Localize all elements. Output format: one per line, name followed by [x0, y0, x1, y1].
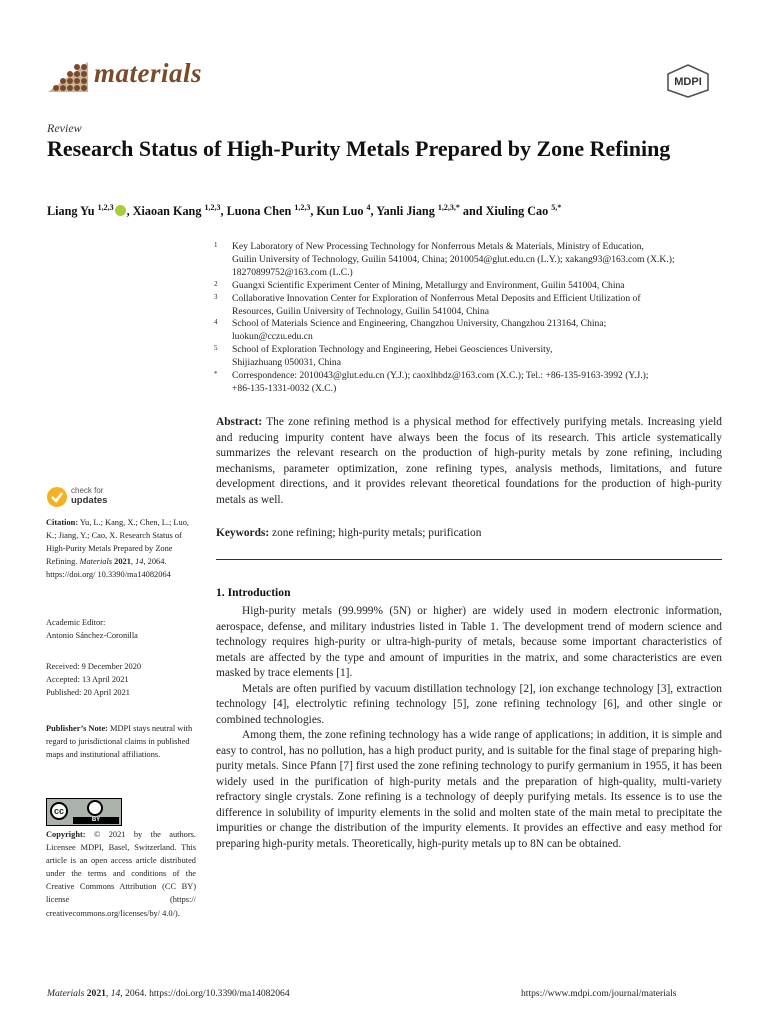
keywords-text: zone refining; high-purity metals; purification [272, 527, 482, 539]
footer-citation: Materials 2021, 14, 2064. https://doi.org/10.3390/ma14082064 [47, 988, 290, 999]
affiliation-4: 4 School of Materials Science and Engineering, Changzhou University, Changzhou 213164, China; luokun@cczu.edu.cn [214, 318, 607, 343]
citation-label: Citation: [46, 518, 79, 527]
article-type: Review [47, 121, 82, 135]
divider [216, 559, 722, 560]
publisher-note: Publisher’s Note: MDPI stays neutral with regard to jurisdictional claims in published maps and institutional affiliations. [46, 724, 193, 760]
paragraph: Metals are often purified by vacuum distillation technology [2], ion exchange technology [3], extraction technology [4], electrolytic refining technology [5], zone refining technology [6], and other single or combined technologies. [216, 682, 722, 726]
author-list: Liang Yu $^{1,2,3}$ , Xiaoan Kang $^{1,2,3}$, Luona Chen $^{1,2,3}$, Kun Luo $^4$, Yanli Jiang $^{1,2,3,*}$ and Xiuling Cao $^{5,*}$ [47, 203, 562, 219]
cc-by-label: BY [73, 817, 119, 824]
copyright-notice: Copyright: © 2021 by the authors. Licensee MDPI, Basel, Switzerland. This article is an open access article distributed under the terms and conditions of the Creative Commons Attribution (CC BY) license (https:// creativecommons.org/licenses/by/ 4.0/). [46, 830, 197, 918]
attribution-icon [87, 800, 103, 816]
published-date: Published: 20 April 2021 [46, 688, 130, 698]
received-date: Received: 9 December 2020 [46, 662, 142, 671]
cc-by-license-badge[interactable] [46, 798, 122, 826]
affiliation-5: 5 School of Exploration Technology and Engineering, Hebei Geosciences University, Shijiazhuang 050031, China [214, 344, 553, 369]
author-3[interactable]: Luona Chen $^{1,2,3}$ [226, 203, 311, 219]
keywords [216, 526, 722, 542]
abstract [216, 415, 722, 508]
accepted-date: Accepted: 13 April 2021 [46, 675, 129, 685]
keywords-label: Keywords: [216, 527, 270, 539]
academic-editor: Academic Editor: Antonio Sánchez-Coronilla [46, 618, 138, 641]
footer-journal-url[interactable]: https://www.mdpi.com/journal/materials [521, 988, 677, 999]
citation-block: Citation: Yu, L.; Kang, X.; Chen, L.; Luo, K.; Jiang, Y.; Cao, X. Research Status of High-Purity Metals Prepared by Zone Refining. Materials 2021, 14, 2064. https://doi.org/ 10.3390/ma14082064 [46, 518, 190, 580]
check-updates-line2: updates [71, 495, 108, 506]
paragraph: High-purity metals (99.999% (5N) or higher) are widely used in modern electronic information, aerospace, defense, and military industries listed in Table 1. The development trend of modern science and technology requires high-purity or ultra-high-purity of metals, because some important characteristics of metals are affected by the type and amount of impurities in the matrix, and some characteristics are even masked by trace elements [1]. [216, 605, 722, 679]
abstract-text: The zone refining method is a physical method for effectively purifying metals. Increasing yield and reducing impurity content have always been the focus of its research. This article systematically summarizes the relevant research on the production of high-purity metals by zone refining, including mechanisms, parameter optimization, zone refining types, analysis methods, limitations, and future development directions, and it provides relevant theoretical foundations for the production of high-purity metals as well. [216, 416, 722, 506]
abstract-label: Abstract: [216, 416, 263, 428]
author-4[interactable]: Kun Luo $^4$ [316, 203, 371, 219]
check-updates-line1: check for [71, 486, 104, 495]
affiliation-2: 2 Guangxi Scientific Experiment Center of Mining, Metallurgy and Environment, Guilin 541004, China [214, 279, 625, 291]
affiliations [214, 241, 724, 396]
affiliation-3: 3 Collaborative Innovation Center for Exploration of Nonferrous Metal Deposits and Efficient Utilization of Resources, Guilin University of Technology, Guilin 541004, China [214, 292, 641, 317]
author-2[interactable]: Xiaoan Kang $^{1,2,3}$ [132, 203, 221, 219]
check-for-updates-button[interactable] [46, 484, 156, 510]
journal-name: materials [94, 58, 203, 88]
correspondence: * Correspondence: 2010043@glut.edu.cn (Y.J.); caoxlhbdz@163.com (X.C.); Tel.: +86-135-9163-3992 (Y.J.); +86-135-1331-0032 (X.C.) [214, 370, 649, 394]
journal-logo-icon [46, 58, 90, 94]
introduction-body [216, 604, 722, 852]
affiliation-1: 1 Key Laboratory of New Processing Technology for Nonferrous Metals & Materials, Ministry of Education, Guilin University of Technology, Guilin 541004, China; 2010054@glut.edu.cn (L.Y.); xakang93@163.com (X.K.); 18270899752@163.com (L.C.) [214, 241, 675, 278]
publisher-name: MDPI [674, 76, 702, 88]
paragraph: Among them, the zone refining technology has a wide range of applications; in addition, it is simple and easy to control, has no pollution, has a high product purity, and is suitable for the final stage of preparing high-purity metals. Since Pfann [7] first used the zone refining technology to purify germanium in 1955, it has been widely used in the purification of high-purity metals and the preparation of high-quality, multi-variety refractory single crystals. Zone refining is a technology of deeply purifying metals. Its essence is to use the difference in solubility of impurity elements in the solid and molten state of the main metal to precipitate the impurities or change the distribution of the impurity elements. It provides an effective and easy method for preparing high-purity metals. Theoretically, high-purity metals up to 8N can be obtained. [216, 729, 722, 850]
section-heading: 1. Introduction [216, 586, 291, 599]
author-5[interactable]: Yanli Jiang $^{1,2,3,*}$ [376, 203, 460, 219]
cc-icon: cc [50, 802, 68, 820]
article-title: Research Status of High-Purity Metals Prepared by Zone Refining [47, 136, 671, 161]
check-updates-icon [46, 486, 68, 508]
mdpi-logo-icon[interactable] [666, 64, 710, 98]
author-1[interactable]: Liang Yu $^{1,2,3}$ [47, 203, 114, 219]
publication-dates [46, 660, 194, 699]
orcid-icon[interactable] [115, 205, 126, 216]
author-6[interactable]: Xiuling Cao $^{5,*}$ [485, 203, 562, 219]
